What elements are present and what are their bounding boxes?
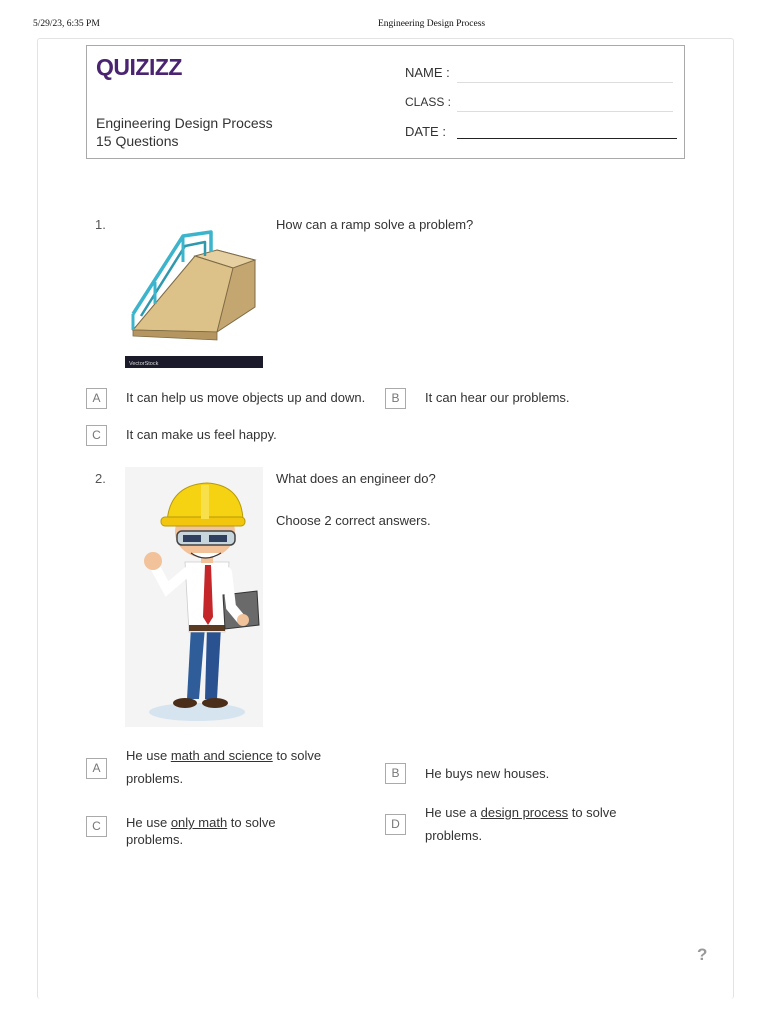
q1-option-c-letter[interactable]: C — [86, 425, 107, 446]
image-caption: VectorStock — [129, 361, 159, 367]
q1-option-a-letter[interactable]: A — [86, 388, 107, 409]
print-date: 5/29/23, 6:35 PM — [33, 19, 100, 29]
date-field[interactable] — [457, 138, 677, 139]
worksheet-header — [86, 45, 685, 159]
quiz-title: Engineering Design Process — [96, 115, 273, 131]
q2-option-c-text: He use only math to solve problems. — [126, 815, 276, 847]
class-field[interactable] — [457, 111, 673, 112]
help-icon[interactable]: ? — [697, 945, 708, 964]
question-2-number: 2. — [95, 471, 106, 486]
question-1-number: 1. — [95, 217, 106, 232]
q2-option-d-letter[interactable]: D — [385, 814, 406, 835]
q1-option-c-text: It can make us feel happy. — [126, 427, 277, 442]
engineer-image — [125, 467, 263, 727]
question-1-text: How can a ramp solve a problem? — [276, 217, 474, 232]
q1-option-b-text: It can hear our problems. — [425, 390, 570, 405]
q2-option-b-text: He buys new houses. — [425, 766, 550, 781]
question-2-instruction: Choose 2 correct answers. — [276, 513, 431, 528]
question-count: 15 Questions — [96, 133, 179, 149]
q2-option-c-letter[interactable]: C — [86, 816, 107, 837]
name-label: NAME : — [405, 65, 450, 80]
print-title: Engineering Design Process — [378, 19, 486, 29]
q2-option-a-letter[interactable]: A — [86, 758, 107, 779]
quizizz-logo: QUIZIZZ — [96, 54, 182, 80]
class-label: CLASS : — [405, 95, 452, 109]
q2-option-c-emphasis: only math — [170, 815, 228, 830]
q2-option-d-text: He use a design process to solve problems. — [425, 805, 617, 843]
question-2-text: What does an engineer do? — [276, 471, 436, 486]
date-label: DATE : — [405, 124, 446, 139]
ramp-image — [125, 222, 263, 368]
q2-option-a-text: He use math and science to solve problems. — [126, 748, 322, 786]
q1-option-b-letter[interactable]: B — [385, 388, 406, 409]
name-field[interactable] — [457, 82, 673, 83]
q2-option-b-letter[interactable]: B — [385, 763, 406, 784]
q1-option-a-text: It can help us move objects up and down. — [126, 390, 366, 405]
q2-option-a-emphasis: math and science — [170, 748, 273, 763]
q2-option-d-emphasis: design process — [480, 805, 569, 820]
